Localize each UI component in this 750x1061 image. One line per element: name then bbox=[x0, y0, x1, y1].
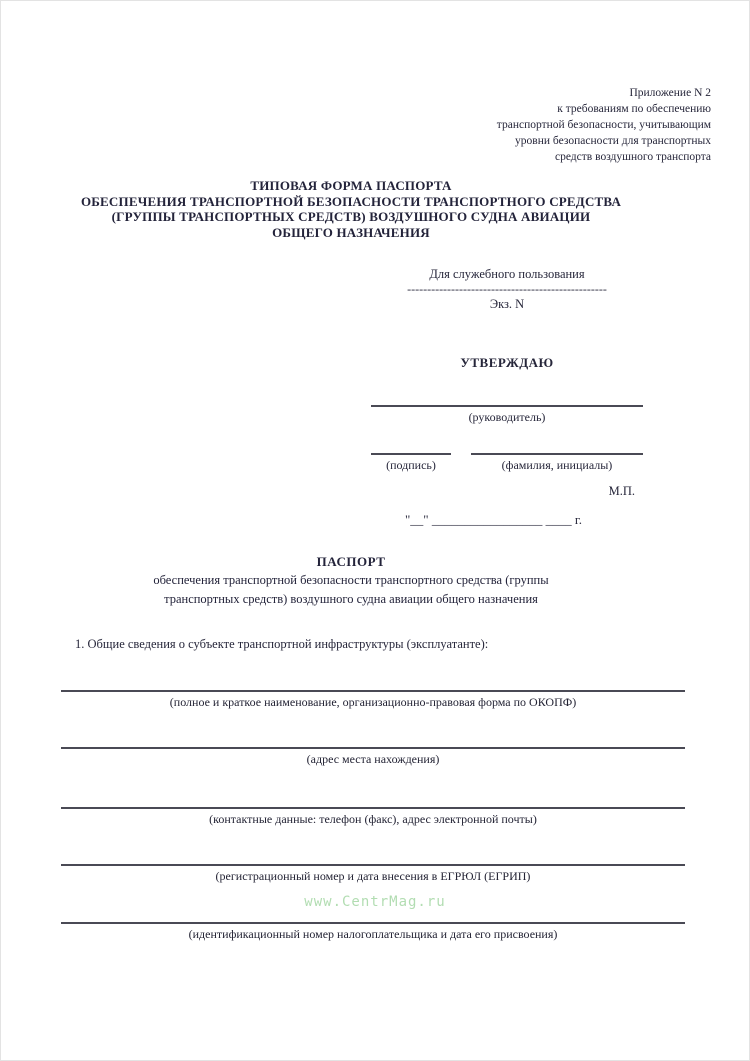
field-rule bbox=[61, 747, 685, 749]
signature-column bbox=[371, 453, 451, 473]
field-caption: (контактные данные: телефон (факс), адрес электронной почты) bbox=[209, 812, 537, 826]
field-rule bbox=[61, 807, 685, 809]
passport-subtitle-line: транспортных средств) воздушного судна авиации общего назначения bbox=[164, 592, 538, 606]
signature-caption: (подпись) bbox=[386, 458, 436, 472]
form-field-inn bbox=[61, 922, 685, 942]
form-field-address bbox=[61, 747, 685, 767]
annex-line: уровни безопасности для транспортных bbox=[515, 135, 711, 147]
annex-line: транспортной безопасности, учитывающим bbox=[496, 119, 711, 131]
signature-row bbox=[371, 453, 643, 473]
annex-line: к требованиям по обеспечению bbox=[557, 103, 711, 115]
field-caption: (адрес места нахождения) bbox=[306, 752, 440, 766]
section1-heading: 1. Общие сведения о субъекте транспортной инфраструктуры (эксплуатанте): bbox=[75, 637, 489, 651]
field-caption: (регистрационный номер и дата внесения в ЕГРЮЛ (ЕГРИП) bbox=[215, 869, 531, 883]
field-rule bbox=[61, 922, 685, 924]
name-rule bbox=[471, 453, 643, 455]
column-gap bbox=[451, 453, 471, 473]
signature-rule bbox=[371, 453, 451, 455]
document-title-line: (ГРУППЫ ТРАНСПОРТНЫХ СРЕДСТВ) ВОЗДУШНОГО СУДНА АВИАЦИИ bbox=[111, 209, 591, 224]
document-title bbox=[31, 178, 671, 240]
seal-mark: М.П. bbox=[608, 484, 635, 498]
document-title-line: ТИПОВАЯ ФОРМА ПАСПОРТА bbox=[250, 178, 452, 193]
name-column bbox=[471, 453, 643, 473]
head-caption: (руководитель) bbox=[468, 410, 546, 424]
signature-rule-head bbox=[371, 405, 643, 407]
passport-subtitle-line: обеспечения транспортной безопасности транспортного средства (группы bbox=[153, 573, 549, 587]
restricted-use-label: Для служебного пользования bbox=[429, 267, 585, 281]
field-caption: (полное и краткое наименование, организационно-правовая форма по ОКОПФ) bbox=[169, 695, 577, 709]
date-blank-line: "__" _________________ ____ г. bbox=[405, 512, 582, 527]
name-caption: (фамилия, инициалы) bbox=[501, 458, 613, 472]
field-rule bbox=[61, 690, 685, 692]
site-watermark: www.CentrMag.ru bbox=[304, 894, 446, 910]
dashed-divider: -------------------------------------------------- bbox=[407, 283, 607, 295]
field-rule bbox=[61, 864, 685, 866]
annex-line: Приложение N 2 bbox=[629, 87, 711, 99]
approval-title: УТВЕРЖДАЮ bbox=[460, 355, 554, 370]
form-field-name bbox=[61, 690, 685, 710]
form-field-registration bbox=[61, 864, 685, 884]
form-field-contacts bbox=[61, 807, 685, 827]
copy-number-label: Экз. N bbox=[489, 297, 525, 311]
approval-block bbox=[371, 355, 643, 528]
document-title-line: ОБЩЕГО НАЗНАЧЕНИЯ bbox=[272, 224, 430, 240]
passport-title: ПАСПОРТ bbox=[316, 554, 386, 569]
restricted-use-block bbox=[383, 267, 631, 312]
field-caption: (идентификационный номер налогоплательщика и дата его присвоения) bbox=[188, 927, 558, 941]
document-title-line: ОБЕСПЕЧЕНИЯ ТРАНСПОРТНОЙ БЕЗОПАСНОСТИ ТРАНСПОРТНОГО СРЕДСТВА bbox=[80, 193, 622, 209]
passport-heading bbox=[31, 552, 671, 609]
annex-line: средств воздушного транспорта bbox=[555, 151, 711, 163]
annex-note bbox=[497, 85, 711, 165]
